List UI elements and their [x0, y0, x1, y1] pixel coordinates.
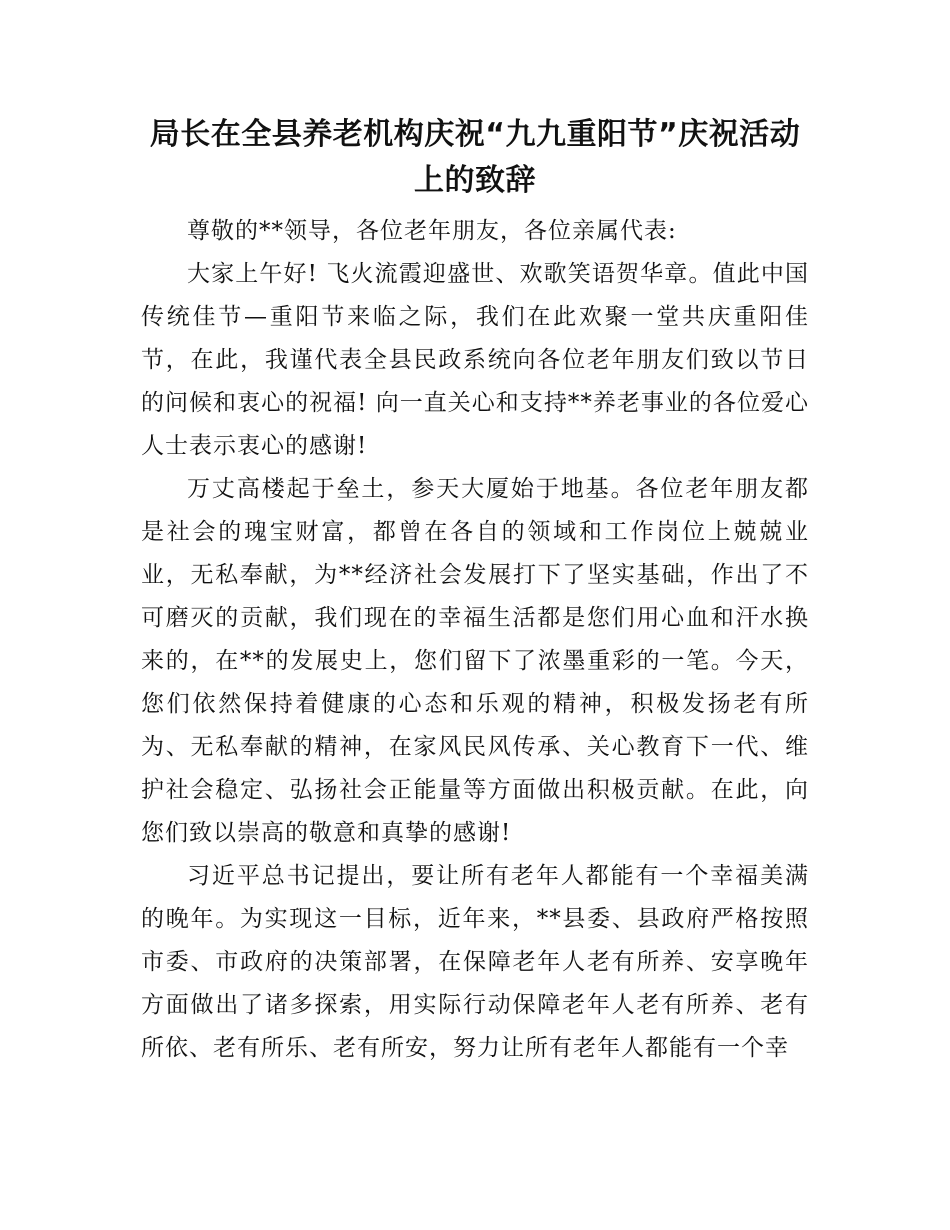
salutation-paragraph: 尊敬的**领导，各位老年朋友，各位亲属代表:: [187, 218, 677, 244]
document-title: 局长在全县养老机构庆祝“九九重阳节”庆祝活动上的致辞: [149, 117, 801, 198]
body-paragraph-3: 习近平总书记提出，要让所有老年人都能有一个幸福美满的晚年。为实现这一目标，近年来，**县委、县政府严格按照市委、市政府的决策部署，在保障老年人老有所养、安享晚年方面做出了诸多探索，用实际行动保障老年人老有所养、老有所依、老有所乐、老有所安，努力让所有老年人都能有一个幸: [141, 863, 809, 1061]
body-paragraph-2: 万丈高楼起于垒土，参天大厦始于地基。各位老年朋友都是社会的瑰宝财富，都曾在各自的领域和工作岗位上兢兢业业，无私奉献，为**经济社会发展打下了坚实基础，作出了不可磨灭的贡献，我们现在的幸福生活都是您们用心血和汗水换来的，在**的发展史上，您们留下了浓墨重彩的一笔。今天，您们依然保持着健康的心态和乐观的精神，积极发扬老有所为、无私奉献的精神，在家风民风传承、关心教育下一代、维护社会稳定、弘扬社会正能量等方面做出积极贡献。在此，向您们致以崇高的敬意和真挚的感谢!: [141, 476, 809, 846]
document-page: [141, 112, 809, 1070]
body-paragraph-1: 大家上午好! 飞火流霞迎盛世、欢歌笑语贺华章。值此中国传统佳节—重阳节来临之际，我们在此欢聚一堂共庆重阳佳节，在此，我谨代表全县民政系统向各位老年朋友们致以节日的问候和衷心的祝福! 向一直关心和支持**养老事业的各位爱心人士表示衷心的感谢!: [141, 261, 809, 459]
